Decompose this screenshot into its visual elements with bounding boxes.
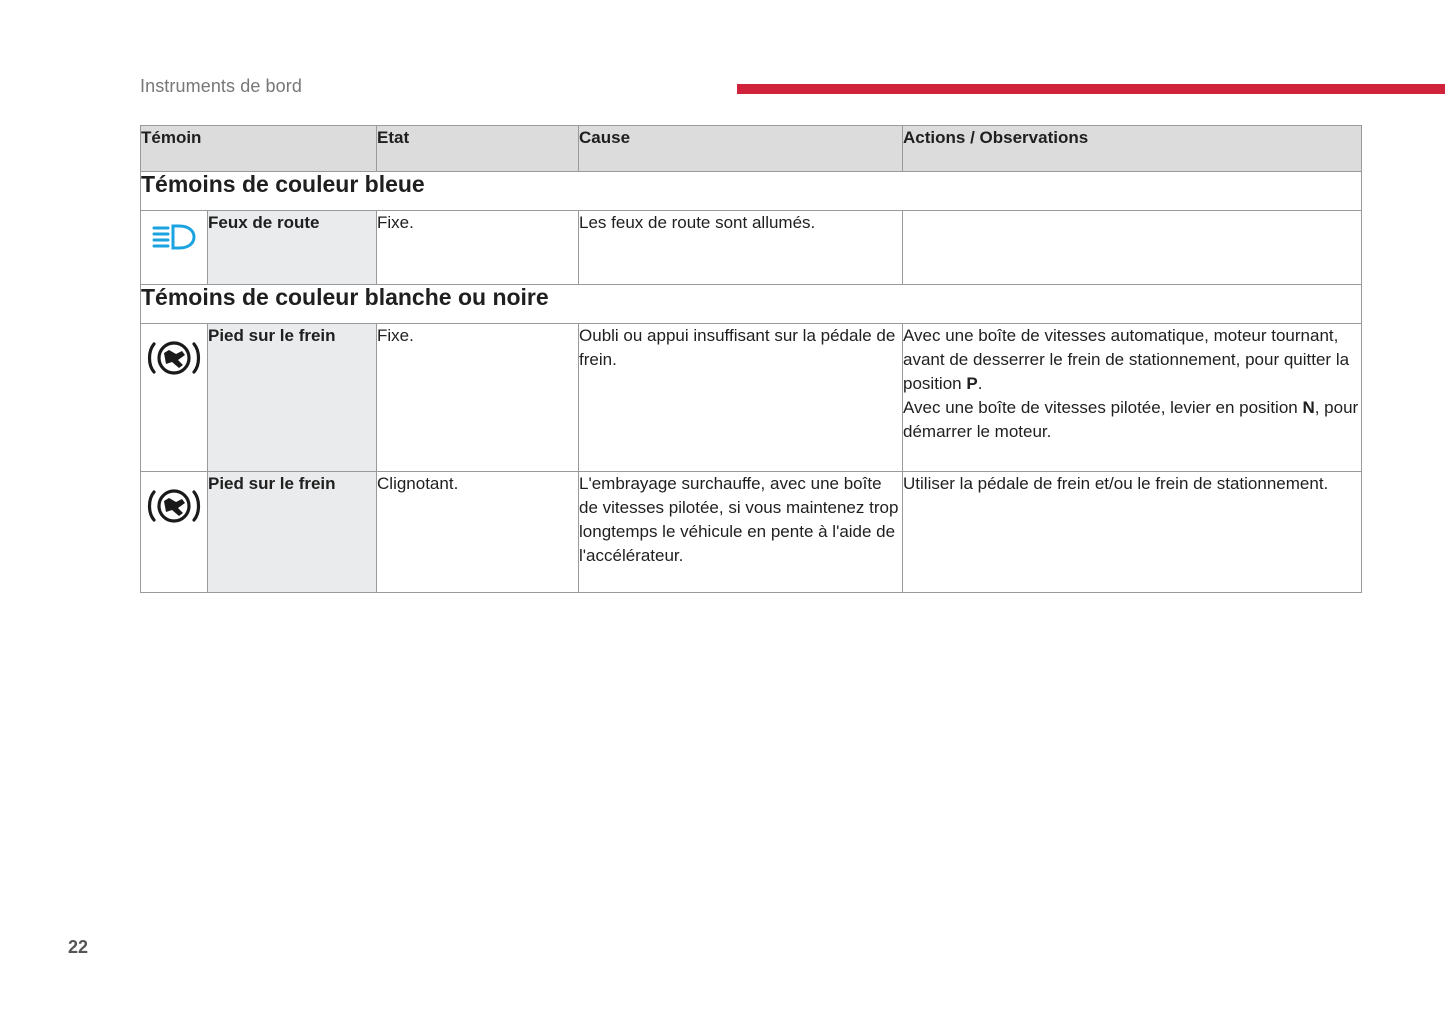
lamp-state: Fixe.: [377, 324, 579, 472]
table-header-row: [141, 126, 1362, 172]
warning-lights-table: [140, 125, 1362, 593]
column-header-etat: Etat: [377, 126, 579, 172]
lamp-state: Fixe.: [377, 211, 579, 285]
action-paragraph: Avec une boîte de vitesses pilotée, levier en position N, pour démarrer le moteur.: [903, 398, 1359, 441]
icon-cell: [141, 472, 208, 593]
section-row: [141, 285, 1362, 324]
lamp-name: Feux de route: [208, 211, 377, 285]
lamp-name: Pied sur le frein: [208, 472, 377, 593]
high-beam-icon: [151, 223, 197, 260]
action-paragraph: Utiliser la pédale de frein et/ou le frein de stationnement.: [903, 474, 1329, 493]
header-accent-bar: [737, 84, 1445, 94]
lamp-cause: Oubli ou appui insuffisant sur la pédale de frein.: [579, 324, 903, 472]
lamp-actions: [903, 472, 1362, 593]
icon-cell: [141, 324, 208, 472]
column-header-cause: Cause: [579, 126, 903, 172]
table-row: [141, 472, 1362, 593]
table-row: [141, 324, 1362, 472]
lamp-actions: [903, 211, 1362, 285]
lamp-state: Clignotant.: [377, 472, 579, 593]
column-header-actions: Actions / Observations: [903, 126, 1362, 172]
section-title-blue: Témoins de couleur bleue: [141, 172, 1362, 211]
page-number: 22: [68, 937, 89, 957]
table-row: [141, 211, 1362, 285]
column-header-temoin: Témoin: [141, 126, 377, 172]
foot-on-brake-icon: [145, 336, 203, 387]
lamp-cause: L'embrayage surchauffe, avec une boîte de vitesses pilotée, si vous maintenez trop longtemps le véhicule en pente à l'aide de l'accélérateur.: [579, 472, 903, 593]
page-header-title: Instruments de bord: [140, 76, 302, 96]
lamp-name: Pied sur le frein: [208, 324, 377, 472]
action-paragraph: Avec une boîte de vitesses automatique, moteur tournant, avant de desserrer le frein de stationnement, pour quitter la position P.: [903, 326, 1350, 393]
icon-cell: [141, 211, 208, 285]
section-title-white-black: Témoins de couleur blanche ou noire: [141, 285, 1362, 324]
lamp-cause: Les feux de route sont allumés.: [579, 211, 903, 285]
foot-on-brake-icon: [145, 484, 203, 535]
lamp-actions: [903, 324, 1362, 472]
section-row: [141, 172, 1362, 211]
